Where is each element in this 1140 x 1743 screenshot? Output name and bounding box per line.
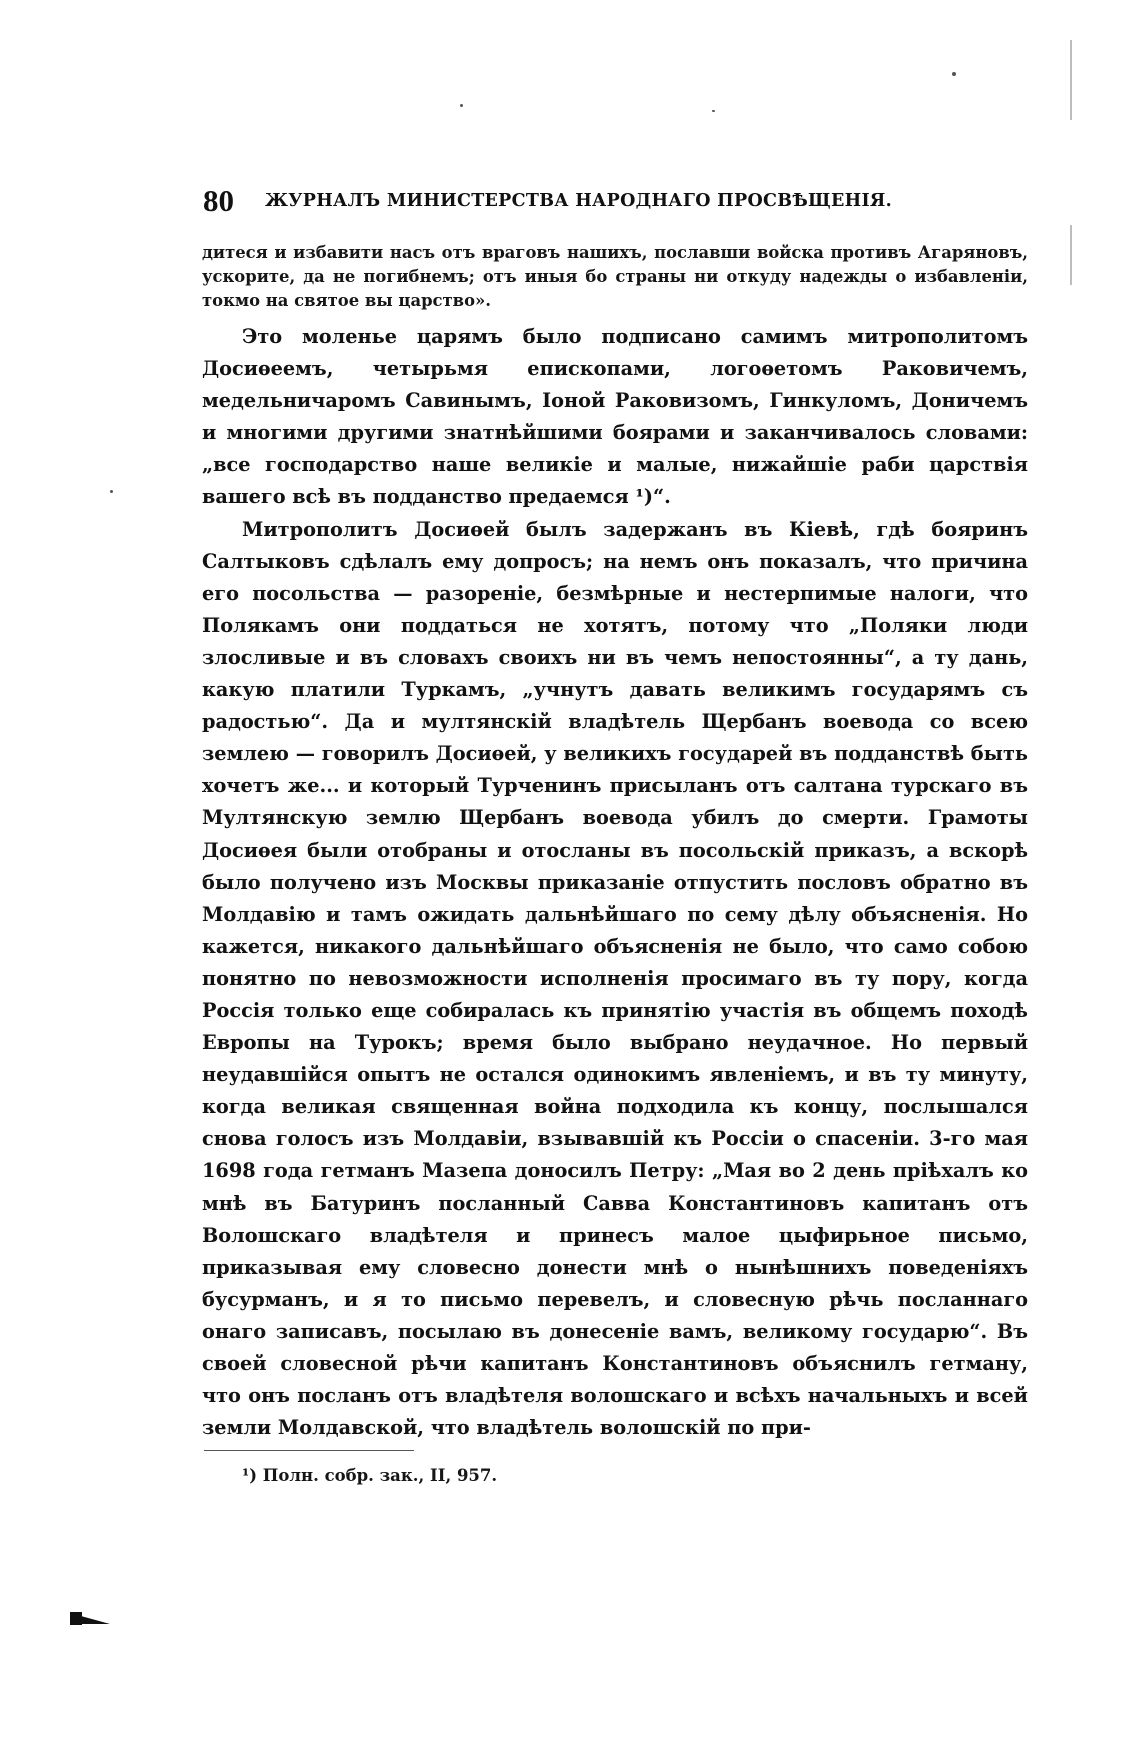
scan-edge-line — [1070, 225, 1072, 285]
page-header — [203, 183, 1033, 223]
opening-paragraph: дитеся и избавити насъ отъ враговъ нашихъ, пославши войска противъ Агаряновъ, ускорите, да не погибнемъ; отъ иныя бо страны ни откуду надежды о избавленіи, токмо на святое вы царство». — [202, 243, 1028, 310]
paragraph: Митрополитъ Досиѳей былъ задержанъ въ Кіевѣ, гдѣ бояринъ Салтыковъ сдѣлалъ ему допросъ; на немъ онъ показалъ, что причина его посольства — разореніе, безмѣрные и нестерпимые налоги, что Полякамъ они поддаться не хотятъ, потому что „Поляки люди злосливые и въ словахъ своихъ ни въ чемъ непостоянны“, а ту дань, какую платили Туркамъ, „учнутъ давать великимъ государямъ съ радостью“. Да и мултянскій владѣтель Щербанъ воевода со всею землею — говорилъ Досиѳей, у великихъ государей въ подданствѣ быть хочетъ же... и который Турченинъ присыланъ отъ салтана турскаго въ Мултянскую землю Щербанъ воевода убилъ до смерти. Грамоты Досиѳея были отобраны и отосланы въ посольскій приказъ, а вскорѣ было получено изъ Москвы приказаніе отпустить пословъ обратно въ Молдавію и тамъ ожидать дальнѣйшаго по сему дѣлу объясненія. Но кажется, никакого дальнѣйшаго объясненія не было, что само собою понятно по невозможности исполненія просимаго въ ту пору, когда Россія только еще собиралась къ принятію участія въ общемъ походѣ Европы на Турокъ; время было выбрано неудачное. Но первый неудавшійся опытъ не остался одинокимъ явленіемъ, и въ ту минуту, когда великая священная война подходила къ концу, послышался снова голосъ изъ Молдавіи, взывавшій къ Россіи о спасеніи. 3-го мая 1698 года гетманъ Мазепа доносилъ Петру: „Мая во 2 день пріѣхалъ ко мнѣ въ Батуринъ посланный Савва Константиновъ капитанъ отъ Волошскаго владѣтеля и принесъ малое цыфирьное письмо, приказывая ему словесно донести мнѣ о нынѣшнихъ поведеніяхъ бусурманъ, и я то письмо перевелъ, и словесную рѣчь посланнаго онаго записавъ, посылаю въ донесеніе вамъ, великому государю“. Въ своей словесной рѣчи капитанъ Константиновъ объяснилъ гетману, что онъ посланъ отъ владѣтеля волошскаго и всѣхъ начальныхъ и всей земли Молдавской, что владѣтель волошскій по при- — [202, 517, 1028, 1440]
footnote: ¹) Полн. собр. зак., II, 957. — [242, 1466, 498, 1485]
running-head: ЖУРНАЛЪ МИНИСТЕРСТВА НАРОДНАГО ПРОСВѢЩЕНІЯ. — [265, 191, 893, 211]
scan-speck — [460, 104, 463, 107]
paragraph: Это моленье царямъ было подписано самимъ митрополитомъ Досиѳеемъ, четырьмя епископами, логоѳетомъ Раковичемъ, медельничаромъ Савинымъ, Іоной Раковизомъ, Гинкуломъ, Доничемъ и многими другими знатнѣйшими боярами и заканчивалось словами: „все господарство наше великіе и малые, нижайшіе раби царствія вашего всѣ въ подданство предаемся ¹)“. — [202, 325, 1028, 509]
scan-corner-mark — [70, 1612, 82, 1625]
scan-speck — [712, 110, 715, 112]
scan-speck — [110, 490, 113, 493]
page-number: 80 — [203, 183, 234, 218]
main-text — [202, 241, 1028, 1444]
footnote-rule — [204, 1450, 414, 1451]
scan-edge-line — [1070, 40, 1072, 120]
scan-speck — [952, 72, 956, 76]
